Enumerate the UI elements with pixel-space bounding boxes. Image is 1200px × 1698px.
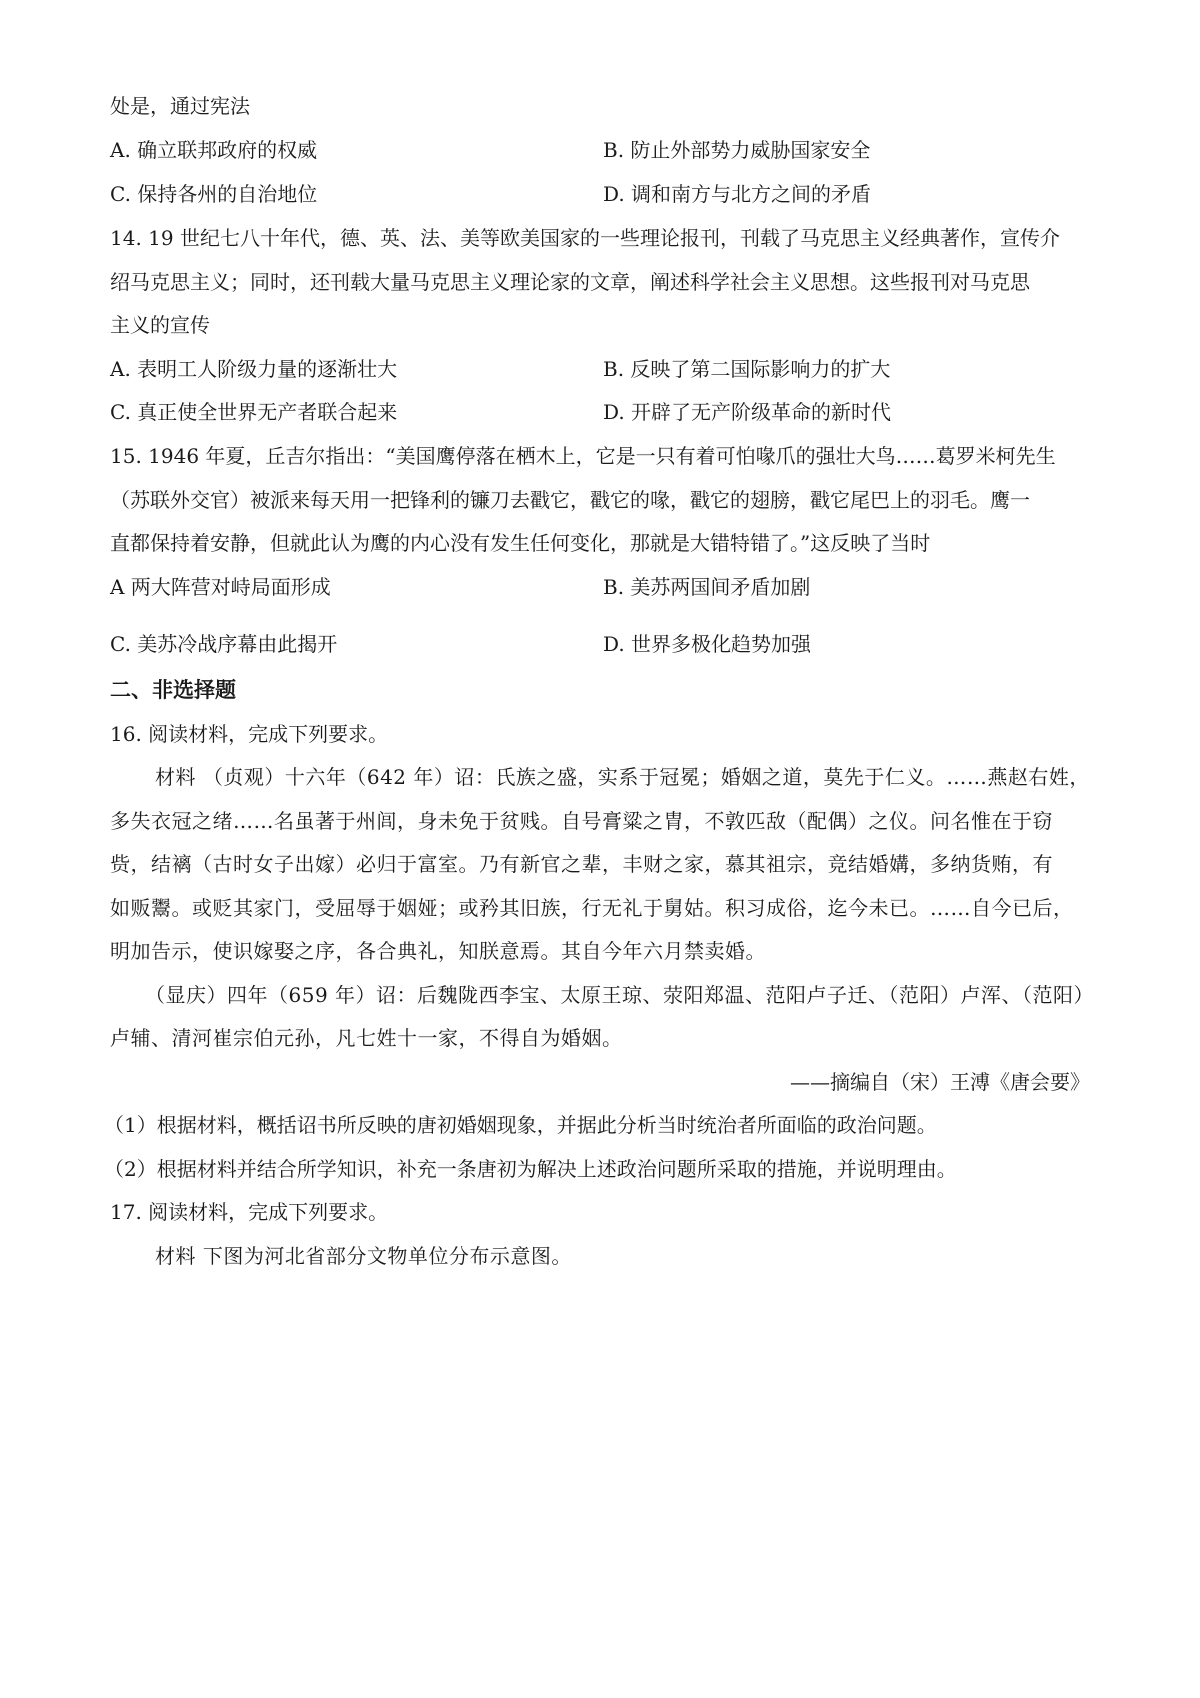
- q16-material-line-6: （显庆）四年（659 年）诏：后魏陇西李宝、太原王琼、荥阳郑温、范阳卢子迁、（范阳）卢浑、（范阳）: [145, 983, 1095, 1007]
- q15-stem-line-3: 直都保持着安静，但就此认为鹰的内心没有发生任何变化，那就是大错特错了。”这反映了当时: [110, 531, 931, 555]
- q14-stem-line-1: 14. 19 世纪七八十年代，德、英、法、美等欧美国家的一些理论报刊，刊载了马克思主义经典著作，宣传介: [110, 226, 1060, 250]
- q17-material: 材料 下图为河北省部分文物单位分布示意图。: [155, 1244, 572, 1268]
- q16-material-line-7: 卢辅、清河崔宗伯元孙，凡七姓十一家，不得自为婚姻。: [110, 1026, 623, 1050]
- q14-stem-line-3: 主义的宣传: [110, 313, 210, 337]
- q16-subquestion-1: （1）根据材料，概括诏书所反映的唐初婚姻现象，并据此分析当时统治者所面临的政治问题。: [104, 1113, 937, 1137]
- q14-option-b: B. 反映了第二国际影响力的扩大: [603, 357, 891, 381]
- q14-option-a: A. 表明工人阶级力量的逐渐壮大: [110, 357, 398, 381]
- q17-stem: 17. 阅读材料，完成下列要求。: [110, 1200, 389, 1224]
- q13-option-b: B. 防止外部势力威胁国家安全: [603, 138, 871, 162]
- q13-stem-tail: 处是，通过宪法: [110, 94, 250, 118]
- section-heading: 二、非选择题: [110, 678, 236, 702]
- q16-subquestion-2: （2）根据材料并结合所学知识，补充一条唐初为解决上述政治问题所采取的措施，并说明理由。: [104, 1157, 957, 1181]
- q16-material-line-5: 明加告示，使识嫁娶之序，各合典礼，知朕意焉。其自今年六月禁卖婚。: [110, 939, 766, 963]
- q16-stem: 16. 阅读材料，完成下列要求。: [110, 722, 389, 746]
- q13-option-a: A. 确立联邦政府的权威: [110, 138, 318, 162]
- q14-option-d: D. 开辟了无产阶级革命的新时代: [603, 400, 892, 424]
- q16-material-line-2: 多失衣冠之绪……名虽著于州闾，身未免于贫贱。自号膏粱之胄，不敦匹敌（配偶）之仪。问名惟在于窃: [110, 809, 1053, 833]
- q15-option-b: B. 美苏两国间矛盾加剧: [603, 575, 811, 599]
- q16-source: ——摘编自（宋）王溥《唐会要》: [790, 1070, 1090, 1094]
- q15-stem-line-2: （苏联外交官）被派来每天用一把锋利的镰刀去戳它，戳它的喙，戳它的翅膀，戳它尾巴上的羽毛。鹰一: [110, 488, 1030, 512]
- q14-stem-line-2: 绍马克思主义；同时，还刊载大量马克思主义理论家的文章，阐述科学社会主义思想。这些报刊对马克思: [110, 270, 1030, 294]
- q14-option-c: C. 真正使全世界无产者联合起来: [110, 400, 398, 424]
- q15-option-a: A 两大阵营对峙局面形成: [110, 575, 331, 599]
- q16-material-line-4: 如贩鬻。或贬其家门，受屈辱于姻娅；或矜其旧族，行无礼于舅姑。积习成俗，迄今未已。……自今已后，: [110, 896, 1074, 920]
- q16-material-line-3: 赀，结褵（古时女子出嫁）必归于富室。乃有新官之辈，丰财之家，慕其祖宗，竞结婚媾，多纳货贿，有: [110, 852, 1053, 876]
- q13-option-d: D. 调和南方与北方之间的矛盾: [603, 182, 872, 206]
- q15-option-d: D. 世界多极化趋势加强: [603, 632, 812, 656]
- q13-option-c: C. 保持各州的自治地位: [110, 182, 318, 206]
- q16-material-line-1: 材料 （贞观）十六年（642 年）诏：氏族之盛，实系于冠冕；婚姻之道，莫先于仁义。……燕赵右姓，: [155, 765, 1090, 789]
- q15-stem-line-1: 15. 1946 年夏，丘吉尔指出：“美国鹰停落在栖木上，它是一只有着可怕喙爪的强壮大鸟……葛罗米柯先生: [110, 444, 1056, 468]
- q15-option-c: C. 美苏冷战序幕由此揭开: [110, 632, 338, 656]
